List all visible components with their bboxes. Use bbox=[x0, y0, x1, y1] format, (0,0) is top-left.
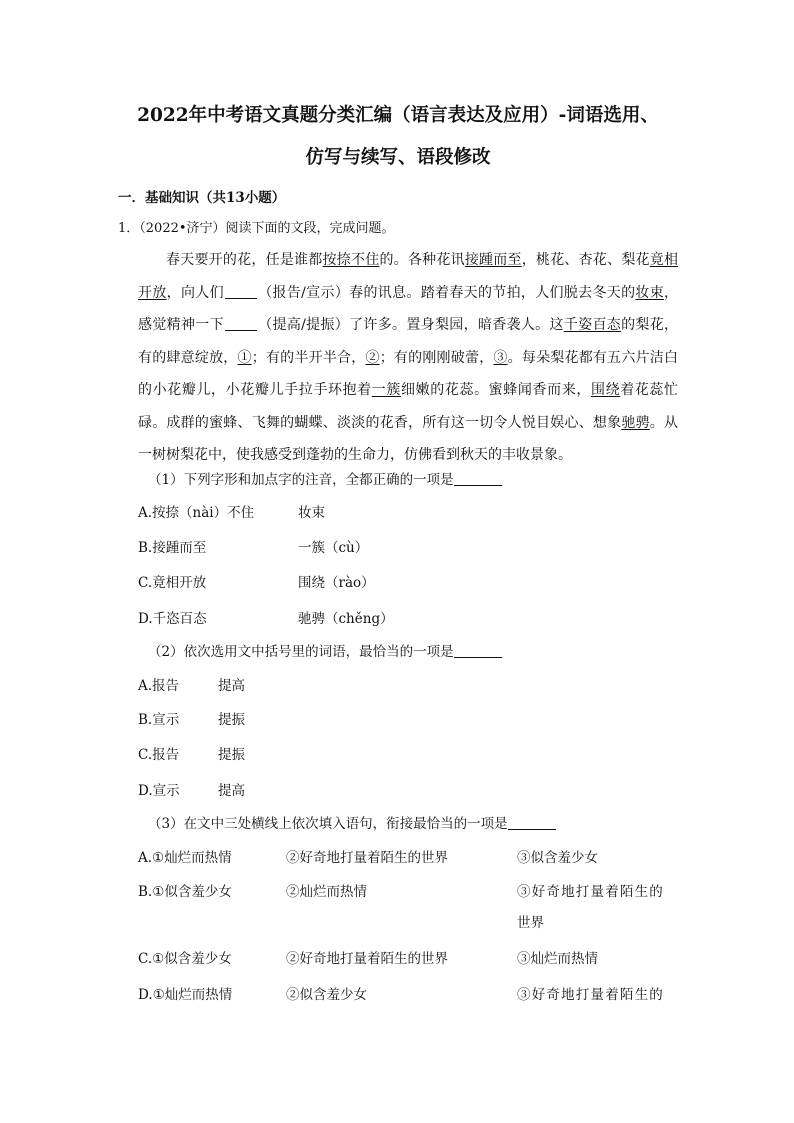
passage-text: 细嫩的花蕊。蜜蜂闻香而来， bbox=[401, 382, 591, 398]
option-b: B.宣示 bbox=[138, 712, 180, 728]
fill-blank bbox=[225, 284, 257, 299]
reading-passage bbox=[138, 244, 678, 472]
option-a: A.报告 bbox=[138, 678, 180, 694]
option-a: A.①灿烂而热情 bbox=[138, 850, 232, 866]
passage-text: ，感觉精神一下 bbox=[138, 284, 679, 333]
underlined-word: 千姿百态 bbox=[563, 317, 622, 333]
option-a-word: 提高 bbox=[218, 678, 245, 694]
sub-question-2 bbox=[148, 640, 502, 660]
underlined-word: 竟相开放 bbox=[138, 252, 679, 301]
option-b-word: 一簇（cù） bbox=[298, 540, 369, 556]
passage-text: （提高/提振）了许多。置身梨园，暗香袭人。这 bbox=[257, 317, 564, 333]
fill-blank bbox=[225, 316, 257, 331]
option-d: D.千恣百态 bbox=[138, 611, 207, 627]
option-c-word: 围绕（rào） bbox=[298, 575, 375, 591]
underlined-word: 接踵而至 bbox=[464, 252, 522, 268]
passage-text: 的梨花，有的肆意绽放， bbox=[138, 317, 679, 366]
option-d-word: 提高 bbox=[218, 783, 245, 799]
underlined-word: 驰骋 bbox=[621, 414, 650, 431]
question-1-heading: 1．（2022•济宁）阅读下面的文段，完成问题。 bbox=[118, 221, 395, 236]
option-a-word: 妆束 bbox=[298, 505, 325, 521]
section-heading: 一．基础知识（共13小题） bbox=[118, 190, 286, 206]
passage-text: （报告/宣示）春的讯息。踏着春天的节拍，人们脱去冬天的 bbox=[257, 284, 636, 301]
option-d-part3: ③好奇地打量着陌生的 bbox=[517, 987, 664, 1003]
blank-marker-2: ② bbox=[365, 349, 380, 366]
passage-text: ，桃花、杏花、梨花 bbox=[521, 252, 650, 268]
option-b: B.接踵而至 bbox=[138, 540, 207, 556]
option-d: D.①灿烂而热情 bbox=[138, 987, 233, 1003]
option-d: D.宣示 bbox=[138, 783, 180, 799]
option-c-part2: ②好奇地打量着陌生的世界 bbox=[286, 951, 448, 967]
option-b-word: 提振 bbox=[218, 712, 245, 728]
option-c: C.竟相开放 bbox=[138, 575, 207, 591]
document-title-line1: 2022年中考语文真题分类汇编（语言表达及应用）-词语选用、 bbox=[137, 105, 659, 126]
sub-question-3-prompt: （3）在文中三处横线上依次填入语句，衔接最恰当的一项是 bbox=[148, 816, 508, 832]
passage-text: 的。各种花讯 bbox=[379, 252, 465, 268]
document-title-line2: 仿写与续写、语段修改 bbox=[305, 147, 491, 168]
sub-question-2-prompt: （2）依次选用文中括号里的词语，最恰当的一项是 bbox=[148, 644, 454, 660]
option-d-word: 驰骋（chěng） bbox=[298, 611, 394, 627]
passage-text: 春天要开的花，任是谁都 bbox=[166, 252, 323, 268]
option-a-part3: ③似含羞少女 bbox=[517, 850, 598, 866]
option-c-word: 提振 bbox=[218, 747, 245, 763]
underlined-word: 妆束 bbox=[635, 284, 665, 301]
option-d-part2: ②似含羞少女 bbox=[286, 987, 367, 1003]
passage-text: 着花蕊忙碌。成群的蜜蜂、飞舞的蝴蝶、淡淡的花香，所有这一切令人悦目娱心、想象 bbox=[138, 382, 679, 431]
passage-text: ；有的刚刚破蕾， bbox=[379, 349, 494, 366]
option-c: C.报告 bbox=[138, 747, 180, 763]
sub-question-1 bbox=[148, 468, 502, 488]
option-c-part3: ③灿烂而热情 bbox=[517, 951, 598, 967]
answer-blank bbox=[508, 815, 556, 830]
option-b: B.①似含羞少女 bbox=[138, 884, 232, 900]
underlined-word: 围绕 bbox=[590, 382, 621, 398]
passage-text: ，向人们 bbox=[166, 284, 224, 301]
underlined-word: 一簇 bbox=[371, 382, 402, 398]
option-a: A.按捺（nài）不住 bbox=[138, 505, 255, 521]
blank-marker-3: ③ bbox=[493, 349, 508, 366]
option-c: C.①似含羞少女 bbox=[138, 951, 232, 967]
option-b-part3: ③好奇地打量着陌生的 bbox=[517, 884, 664, 900]
passage-text: 。每朵梨花都有五六片洁白的小花瓣儿，小花瓣儿手拉手环抱着 bbox=[138, 349, 679, 398]
option-b-part3-cont: 世界 bbox=[517, 915, 544, 931]
sub-question-3 bbox=[148, 812, 556, 832]
option-a-part2: ②好奇地打量着陌生的世界 bbox=[286, 850, 448, 866]
passage-text: ；有的半开半合， bbox=[251, 349, 366, 366]
passage-text: 。从一树树梨花中，使我感受到蓬勃的生命力，仿佛看到秋天的丰收景象。 bbox=[138, 414, 679, 463]
option-b-part2: ②灿烂而热情 bbox=[286, 884, 367, 900]
underlined-word: 按捺不住 bbox=[322, 252, 380, 268]
answer-blank bbox=[454, 643, 502, 658]
answer-blank bbox=[454, 471, 502, 486]
sub-question-1-prompt: （1）下列字形和加点字的注音，全都正确的一项是 bbox=[148, 472, 454, 488]
blank-marker-1: ① bbox=[237, 349, 252, 366]
